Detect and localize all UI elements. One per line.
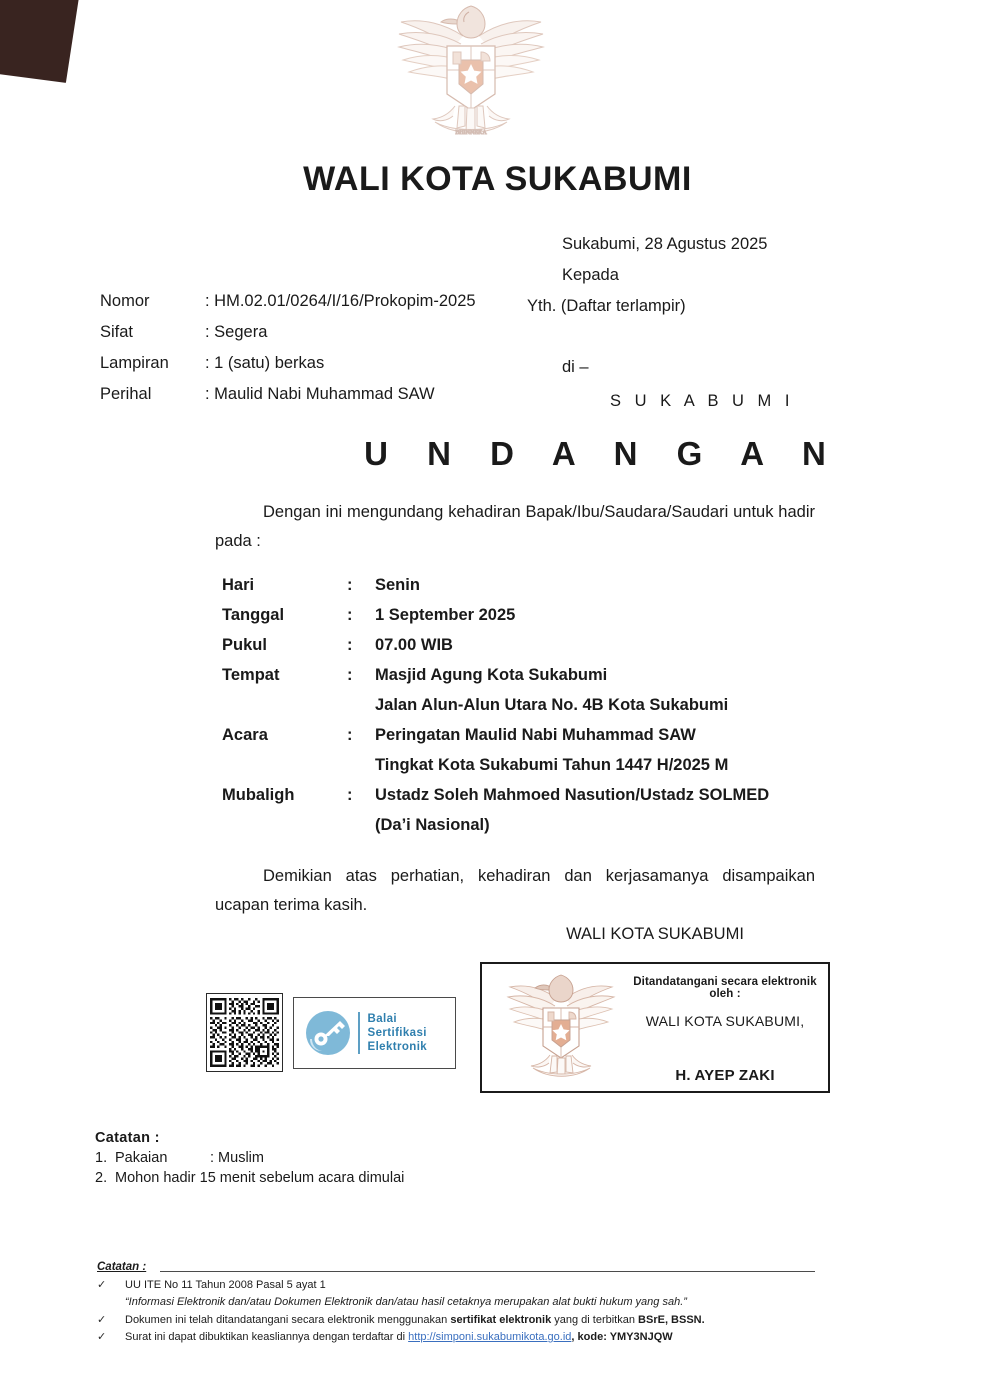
detail-row-tempat [222,660,842,720]
detail-row-mubaligh [222,780,842,840]
document-title: WALI KOTA SUKABUMI [303,160,692,198]
notes-item-2-number: 2. [95,1170,108,1186]
detail-label-hari: Hari [222,576,255,594]
legal-footer [97,1259,815,1347]
letterhead-row-lampiran [100,348,520,379]
notes-item-2-value: Mohon hadir 15 menit sebelum acara dimulai [115,1170,405,1186]
notes-item-1 [95,1148,404,1168]
detail-row-tanggal [222,600,842,630]
recipient-yth: Yth. (Daftar terlampir) [527,297,686,315]
detail-value-tanggal: 1 September 2025 [375,606,516,624]
check-icon: ✓ [97,1331,107,1343]
legal-item-3-post: , kode: [571,1331,610,1343]
event-details-table [222,570,842,840]
detail-colon-pukul: : [347,636,353,654]
detail-label-pukul: Pukul [222,636,267,654]
detail-row-hari [222,570,842,600]
legal-item-1-quote: “Informasi Elektronik dan/atau Dokumen Elektronik dan/atau hasil cetaknya merupakan alat bukti hukum yang sah.” [125,1296,687,1308]
signature-line-2: WALI KOTA SUKABUMI, [645,1013,805,1029]
notes-item-1-key: Pakaian [115,1150,168,1166]
legal-item-2-bold: sertifikat elektronik [450,1313,552,1326]
notes-item-1-value: : Muslim [210,1150,264,1166]
recipient-kepada: Kepada [562,266,619,284]
value-lampiran: : 1 (satu) berkas [205,354,325,372]
letterhead-row-sifat [100,317,520,348]
bsre-label-line3: Elektronik [367,1041,428,1053]
garuda-emblem-icon [385,2,557,142]
bsre-divider [358,1012,360,1054]
notes-title: Catatan : [95,1130,160,1146]
scan-edge-highlight-2 [0,6,5,102]
legal-item-1 [97,1277,815,1295]
scan-edge-artifact [0,0,125,111]
detail-value-mubaligh [375,780,842,840]
value-nomor: : HM.02.01/0264/I/16/Prokopim-2025 [205,292,476,310]
recipient-city: S U K A B U M I [610,392,794,410]
svg-text:BHINNEKA: BHINNEKA [455,130,487,136]
check-icon: ✓ [97,1313,107,1326]
detail-row-pukul [222,630,842,660]
detail-colon-hari: : [347,576,353,594]
value-sifat: : Segera [205,323,268,341]
detail-value-pukul: 07.00 WIB [375,636,453,654]
opening-paragraph: Dengan ini mengundang kehadiran Bapak/Ibu/Saudara/Saudari untuk hadir pada : [215,503,815,550]
notes-item-2 [95,1168,404,1188]
label-perihal: Perihal [100,385,152,403]
signature-title: WALI KOTA SUKABUMI [566,925,744,943]
detail-value-hari: Senin [375,576,420,594]
detail-value-mubaligh-line2: (Da’i Nasional) [375,816,490,834]
letterhead-row-nomor [100,286,520,317]
legal-item-3-pre: Surat ini dapat dibuktikan keasliannya dengan terdaftar di [125,1331,409,1343]
bsre-label [368,1012,428,1054]
notes-item-1-number: 1. [95,1150,108,1166]
legal-item-2-text [125,1312,815,1330]
invitation-heading: U N D A N G A N [364,435,841,472]
label-lampiran: Lampiran [100,354,169,372]
legal-item-2 [97,1312,815,1330]
bsre-label-line1: Balai [367,1013,397,1025]
recipient-di: di – [562,358,589,376]
letterhead-left-column [100,286,520,410]
legal-item-3 [97,1329,815,1347]
verification-qr-code [206,993,283,1072]
detail-value-acara [375,720,842,780]
legal-item-2-bold2: BSrE, BSSN. [638,1313,705,1326]
detail-colon-acara: : [347,726,353,744]
notes-section [95,1128,404,1188]
detail-value-acara-line2: Tingkat Kota Sukabumi Tahun 1447 H/2025 M [375,756,729,774]
bsre-label-line2: Sertifikasi [367,1027,427,1039]
detail-colon-tanggal: : [347,606,353,624]
signature-text-block [482,964,828,1091]
check-icon: ✓ [97,1278,107,1291]
detail-row-acara [222,720,842,780]
legal-item-3-text [125,1329,815,1347]
detail-colon-mubaligh: : [347,786,353,804]
detail-label-tanggal: Tanggal [222,606,285,624]
legal-item-1-text: UU ITE No 11 Tahun 2008 Pasal 5 ayat 1 [125,1278,326,1291]
value-perihal: : Maulid Nabi Muhammad SAW [205,385,435,403]
detail-value-mubaligh-line1: Ustadz Soleh Mahmoed Nasution/Ustadz SOLMED [375,786,770,804]
label-sifat: Sifat [100,323,134,341]
detail-value-tempat [375,660,842,720]
detail-label-mubaligh: Mubaligh [222,786,295,804]
bsre-certification-logo [293,997,456,1069]
detail-label-tempat: Tempat [222,666,280,684]
detail-value-tempat-line2: Jalan Alun-Alun Utara No. 4B Kota Sukabumi [375,696,729,714]
letterhead-row-perihal [100,379,520,410]
legal-title: Catatan : [97,1261,147,1273]
label-nomor: Nomor [100,292,150,310]
legal-item-2-mid: yang di terbitkan [551,1313,639,1326]
verification-url-link[interactable]: http://simponi.sukabumikota.go.id [408,1331,572,1343]
letterhead-right-column [527,229,867,417]
detail-value-acara-line1: Peringatan Maulid Nabi Muhammad SAW [375,726,696,744]
digital-signature-box [480,962,830,1093]
place-date: Sukabumi, 28 Agustus 2025 [562,235,768,253]
detail-value-tempat-line1: Masjid Agung Kota Sukabumi [375,666,608,684]
bsre-key-icon [304,1009,352,1057]
legal-item-2-pre: Dokumen ini telah ditandatangani secara elektronik menggunakan [125,1313,451,1326]
signature-line-1: Ditandatangani secara elektronik oleh : [633,976,817,1000]
detail-label-acara: Acara [222,726,268,744]
closing-paragraph: Demikian atas perhatian, kehadiran dan kerjasamanya disampaikan ucapan terima kasih. [215,867,815,914]
verification-code: YMY3NJQW [609,1331,673,1343]
detail-colon-tempat: : [347,666,353,684]
signature-signer-name: H. AYEP ZAKI [675,1067,775,1084]
